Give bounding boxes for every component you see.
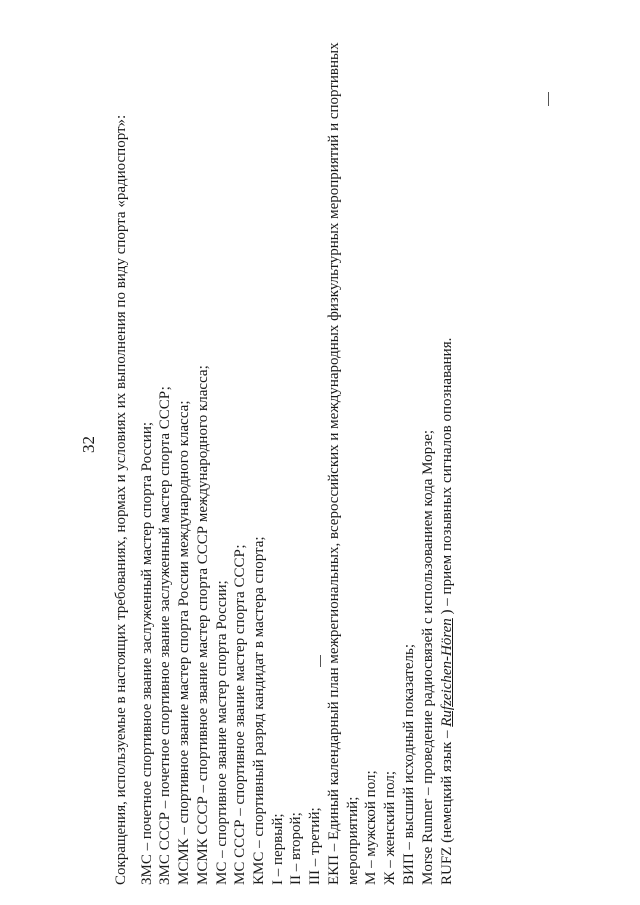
scan-mark	[548, 92, 549, 106]
abbreviation-line: мероприятий;	[345, 796, 361, 885]
rotated-page-content	[80, 5, 550, 885]
abbreviation-line: КМС – спортивный разряд кандидат в мастера спорта;	[251, 536, 267, 885]
scan-mark	[320, 655, 321, 667]
abbreviation-line: II – второй;	[288, 812, 304, 885]
abbreviation-line: III – третий;	[307, 807, 323, 885]
abbreviation-line: ВИП – высший исходный показатель;	[401, 644, 417, 885]
abbreviation-line: Ж – женский пол;	[382, 770, 398, 885]
abbreviation-line: ЕКП – Единый календарный план межрегиональных, всероссийских и международных физкультурных мероприятий и спортивных	[326, 42, 342, 885]
page-number: 32	[79, 436, 98, 453]
abbreviation-line: МСМК СССР – спортивное звание мастер спорта СССР международного класса;	[195, 365, 211, 885]
rufz-suffix: ) – прием позывных сигналов опознавания.	[439, 337, 455, 619]
abbreviation-line: МСМК – спортивное звание мастер спорта России международного класса;	[176, 400, 192, 885]
abbreviation-line: ЗМС – почетное спортивное звание заслуженный мастер спорта России;	[139, 421, 155, 885]
abbreviation-line: М – мужской пол;	[363, 770, 379, 885]
abbreviation-line: МС СССР – спортивное звание мастер спорта СССР;	[232, 544, 248, 885]
intro-text: Сокращения, используемые в настоящих требованиях, нормах и условиях их выполнения по виду спорта «радиоспорт»:	[113, 114, 129, 885]
abbreviation-line: I – первый;	[270, 813, 286, 885]
rufz-term: Rufzeichen-Hören	[439, 618, 455, 727]
abbreviation-line: Morse Runner – проведение радиосвязей с использованием кода Морзе;	[420, 429, 436, 885]
abbreviation-line: ЗМС СССР – почетное спортивное звание заслуженный мастер спорта СССР;	[157, 386, 173, 885]
abbreviation-line: МС – спортивное звание мастер спорта России;	[214, 580, 230, 885]
rufz-line	[440, 338, 455, 885]
rufz-prefix: RUFZ (немецкий язык –	[439, 726, 455, 885]
